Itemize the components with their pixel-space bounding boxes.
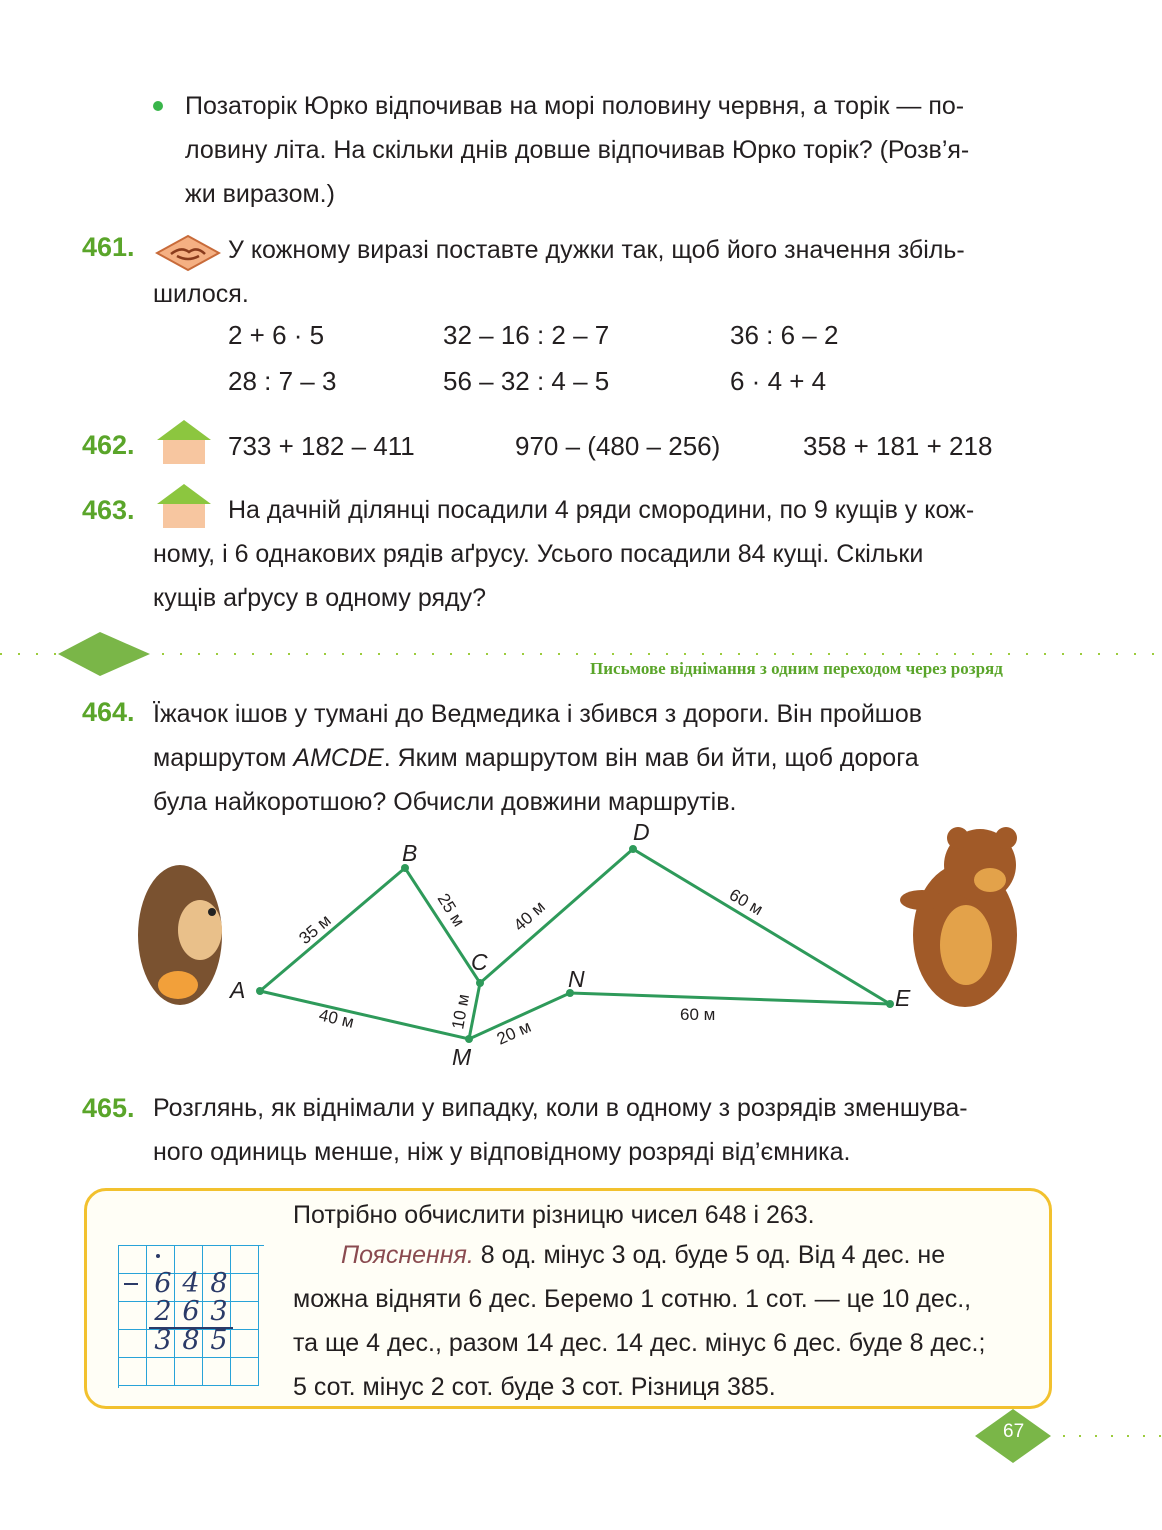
page-number: 67: [1003, 1421, 1025, 1442]
segment-label-cd: 40 м: [509, 897, 549, 935]
explanation-line-2: можна відняти 6 дес. Беремо 1 сотню. 1 сот. — це 10 дес.,: [293, 1285, 972, 1313]
expression: 32 – 16 : 2 – 7: [443, 320, 610, 350]
house-icon: [157, 420, 211, 464]
point-e-dot: [886, 1000, 894, 1008]
segment-label-bc: 25 м: [433, 890, 469, 931]
route-diagram: [0, 810, 1162, 1075]
segment-label-mn: 20 м: [493, 1016, 534, 1049]
intro-text: [185, 84, 1065, 216]
point-label-c: C: [471, 949, 488, 975]
grid-row-minuend: [149, 1268, 233, 1299]
exercise-464-text: [153, 692, 1053, 824]
expression: 970 – (480 – 256): [515, 431, 721, 461]
exercise-465-line-2: ного одиниць менше, ніж у відповідному розряді від’ємника.: [153, 1138, 851, 1166]
point-m-dot: [465, 1035, 473, 1043]
grid-row-difference: [149, 1325, 233, 1356]
exercise-464-line-3: була найкоротшою? Обчисли довжини маршрутів.: [153, 788, 737, 816]
exercise-464-line-2: маршрутом AMCDE. Яким маршрутом він мав би йти, щоб дорога: [153, 744, 919, 772]
expression: 2 + 6 · 5: [228, 320, 325, 350]
intro-line-2: ловину літа. На скільки днів довше відпочивав Юрко торік? (Розв’я-: [185, 136, 970, 164]
exercise-461-line-2: шилося.: [153, 280, 249, 308]
segment-label-de: 60 м: [726, 885, 767, 920]
exercise-463-number: 463.: [82, 495, 135, 525]
exercise-462-number: 462.: [82, 430, 135, 460]
exercise-463-line-3: кущів аґрусу в одному ряду?: [153, 584, 486, 612]
segment-label-ab: 35 м: [295, 910, 335, 949]
digit: 8: [182, 1325, 200, 1356]
exercise-464-line-1: Їжачок ішов у тумані до Ведмедика і збився з дороги. Він пройшов: [153, 700, 923, 728]
explanation-line-3: та ще 4 дес., разом 14 дес. 14 дес. мінус 6 дес. буде 8 дес.;: [293, 1329, 986, 1357]
exercise-461-number: 461.: [82, 232, 135, 262]
point-c-dot: [476, 979, 484, 987]
point-a-dot: [256, 987, 264, 995]
hedgehog-illustration: [138, 865, 222, 1005]
expression: 36 : 6 – 2: [730, 320, 839, 350]
exercise-464-number: 464.: [82, 697, 135, 727]
intro-line-1: Позаторік Юрко відпочивав на морі половину червня, а торік — по-: [185, 92, 965, 120]
digit: 8: [210, 1268, 228, 1299]
exercise-463-text: [153, 488, 1053, 620]
bullet-point: [153, 101, 163, 111]
explanation-label: Пояснення.: [341, 1241, 474, 1269]
point-label-e: E: [895, 985, 911, 1011]
digit: 6: [154, 1268, 172, 1299]
route-name: AMCDE: [293, 744, 384, 772]
expression: 28 : 7 – 3: [228, 366, 337, 396]
expression: 6 · 4 + 4: [730, 366, 827, 396]
route-lower-line-1: [260, 983, 480, 1039]
digit: 6: [182, 1296, 200, 1327]
point-label-b: B: [402, 840, 418, 866]
explanation-text: [293, 1233, 1043, 1409]
point-label-d: D: [633, 819, 650, 845]
exercise-461-line-1: У кожному виразі поставте дужки так, щоб його значення збіль-: [228, 236, 965, 264]
digit: 3: [210, 1296, 228, 1327]
digit: 5: [210, 1325, 228, 1356]
exercise-465-line-1: Розглянь, як віднімали у випадку, коли в одному з розрядів зменшува-: [153, 1094, 968, 1122]
explanation-line-4: 5 сот. мінус 2 сот. буде 3 сот. Різниця 385.: [293, 1373, 776, 1401]
point-label-n: N: [568, 966, 585, 992]
explanation-line-1: Пояснення. 8 од. мінус 3 од. буде 5 од. Від 4 дес. не: [341, 1241, 946, 1269]
segment-label-ne: 60 м: [680, 1005, 716, 1024]
section-title: Письмове віднімання з одним переходом через розряд: [590, 659, 1003, 678]
point-label-m: M: [452, 1044, 472, 1070]
exercise-465-number: 465.: [82, 1093, 135, 1123]
expression: 358 + 181 + 218: [803, 431, 993, 461]
digit: 2: [154, 1296, 172, 1327]
point-d-dot: [629, 845, 637, 853]
expression: 56 – 32 : 4 – 5: [443, 366, 610, 396]
exercise-465-text: [153, 1086, 1053, 1174]
exercise-463-line-1: На дачній ділянці посадили 4 ряди смородини, по 9 кущів у кож-: [228, 496, 975, 524]
exercise-461-text: [153, 228, 1053, 316]
bear-illustration: [900, 827, 1017, 1007]
digit: 3: [154, 1325, 172, 1356]
segment-label-mc: 10 м: [448, 992, 474, 1031]
point-label-a: A: [230, 977, 246, 1003]
intro-line-3: жи виразом.): [185, 180, 335, 208]
digit: 4: [182, 1268, 200, 1299]
segment-label-am: 40 м: [317, 1005, 356, 1032]
expression: 733 + 182 – 411: [228, 431, 415, 461]
minus-sign: [124, 1283, 138, 1285]
grid-row-subtrahend: [149, 1296, 233, 1327]
explanation-task: Потрібно обчислити різницю чисел 648 і 263.: [293, 1201, 815, 1229]
exercise-463-line-2: ному, і 6 однакових рядів аґрусу. Усього посадили 84 кущі. Скільки: [153, 540, 924, 568]
